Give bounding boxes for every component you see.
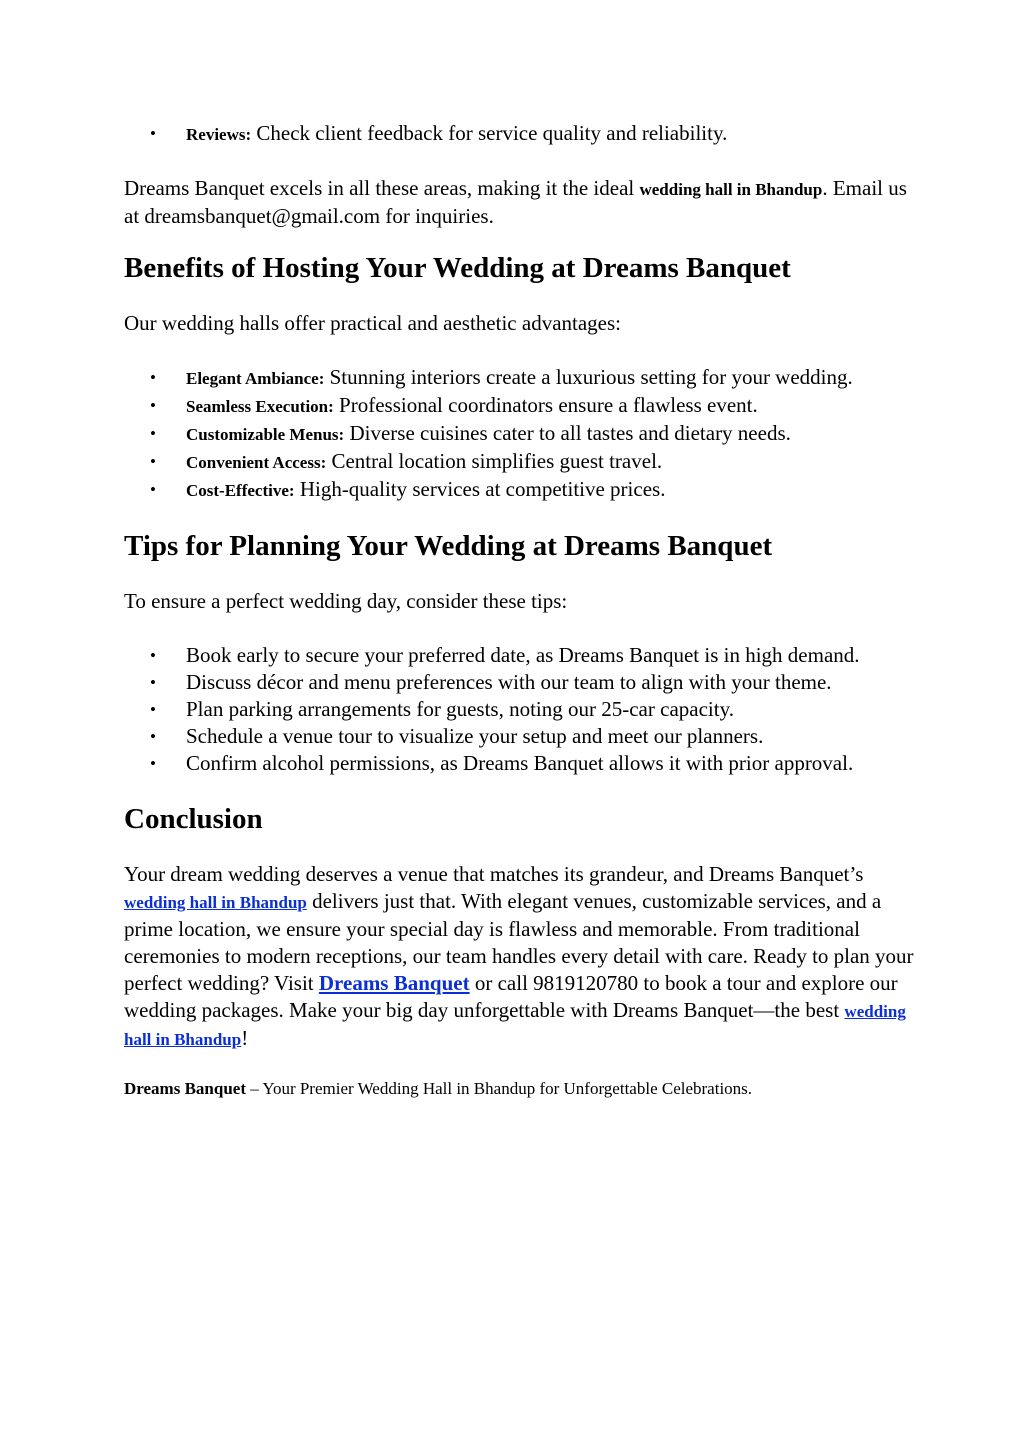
list-item: [186, 420, 914, 448]
document-content: [124, 120, 914, 1101]
item-label: Convenient Access:: [186, 453, 327, 472]
list-item: [186, 476, 914, 504]
item-text: Central location simplifies guest travel.: [331, 449, 663, 473]
bold-keyword: wedding hall in Bhandup: [639, 180, 823, 199]
item-label: Reviews:: [186, 125, 252, 144]
list-item: • Discuss décor and menu preferences with our team to align with your theme.: [186, 669, 914, 696]
list-item: • Book early to secure your preferred date, as Dreams Banquet is in high demand.: [186, 642, 914, 669]
list-item: [186, 120, 914, 148]
item-text: Professional coordinators ensure a flawless event.: [339, 393, 758, 417]
item-text: Check client feedback for service quality and reliability.: [256, 121, 728, 145]
tips-intro: To ensure a perfect wedding day, consider these tips:: [124, 589, 568, 613]
item-label: Seamless Execution:: [186, 397, 334, 416]
list-item: [186, 448, 914, 476]
item-label: Customizable Menus:: [186, 425, 345, 444]
wedding-hall-link[interactable]: wedding hall in Bhandup: [124, 893, 307, 912]
list-item: [186, 364, 914, 392]
tips-heading: Tips for Planning Your Wedding at Dreams Banquet: [124, 530, 773, 562]
benefits-intro: Our wedding halls offer practical and aesthetic advantages:: [124, 311, 621, 335]
benefits-heading: Benefits of Hosting Your Wedding at Dreams Banquet: [124, 252, 791, 284]
item-text: High-quality services at competitive prices.: [299, 477, 666, 501]
conclusion-paragraph: [124, 861, 914, 1053]
conclusion-heading: Conclusion: [124, 803, 263, 835]
paragraph-text: delivers just that. With elegant venues, customizable services, and a prime location, we ensure your special day is flawless and memorable. From traditional ceremonies to modern receptions, our team handles every detail with care. Ready to plan your perfect wedding? Visit: [124, 889, 914, 995]
item-text: Diverse cuisines cater to all tastes and dietary needs.: [349, 421, 791, 445]
dreams-banquet-link[interactable]: Dreams Banquet: [318, 971, 470, 995]
list-item: • Confirm alcohol permissions, as Dreams Banquet allows it with prior approval.: [186, 750, 914, 777]
footer-text: – Your Premier Wedding Hall in Bhandup for Unforgettable Celebrations.: [246, 1079, 753, 1098]
list-item: • Plan parking arrangements for guests, noting our 25-car capacity.: [186, 696, 914, 723]
list-item: • Schedule a venue tour to visualize your setup and meet our planners.: [186, 723, 914, 750]
list-item: [186, 392, 914, 420]
paragraph-text: Dreams Banquet excels in all these areas, making it the ideal: [124, 176, 640, 200]
item-label: Elegant Ambiance:: [186, 369, 325, 388]
benefits-list: [124, 364, 914, 504]
wedding-hall-link-best[interactable]: wedding hall in Bhandup: [124, 1002, 906, 1049]
footer-brand: Dreams Banquet: [124, 1079, 246, 1098]
paragraph-text: . Email us at dreamsbanquet@gmail.com for inquiries.: [124, 176, 907, 228]
item-text: Stunning interiors create a luxurious setting for your wedding.: [329, 365, 853, 389]
tips-list: [124, 642, 914, 777]
paragraph-text: Your dream wedding deserves a venue that matches its grandeur, and Dreams Banquet’s: [124, 862, 864, 886]
paragraph-text: !: [241, 1026, 249, 1050]
reviews-list: [124, 120, 914, 148]
item-label: Cost-Effective:: [186, 481, 295, 500]
paragraph-text: or call 9819120780 to book a tour and explore our wedding packages. Make your big day unforgettable with Dreams Banquet—the best: [124, 971, 898, 1022]
excel-paragraph: [124, 175, 914, 230]
footer-tagline: [124, 1077, 914, 1101]
